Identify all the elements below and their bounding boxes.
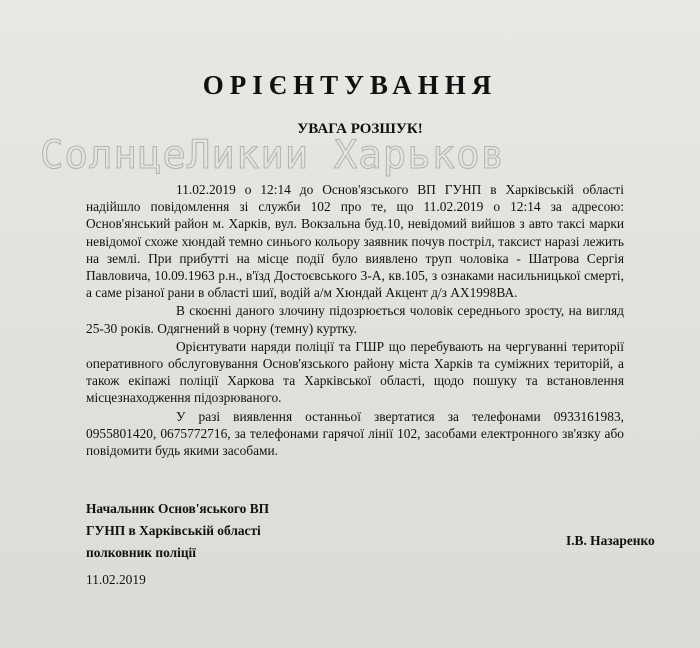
document-body xyxy=(86,181,624,459)
paragraph-contacts: У разі виявлення останньої звертатися за телефонами 0933161983, 0955801420, 0675772716, за телефонами гарячої лінії 102, засобами електронного зв'язку або повідомити будь якими засобами. xyxy=(86,408,624,459)
signer-position: Начальник Основ'яського ВП xyxy=(86,501,270,516)
paragraph-suspect: В скоєнні даного злочину підозрюється чоловік середнього зросту, на вигляд 25-30 років. Одягнений в чорну (темну) куртку. xyxy=(86,303,624,336)
document-date: 11.02.2019 xyxy=(86,572,146,587)
signer-rank: полковник поліції xyxy=(86,545,196,560)
paragraph-orders: Орієнтувати наряди поліції та ГШР що перебувають на чергуванні території оперативного обслуговування Основ'язського району міста Харків та суміжних територій, а також екіпажі поліції Харкова та Харківської області, щодо пошуку та встановлення місцезнаходження підозрюваного. xyxy=(86,338,624,406)
paragraph-incident: 11.02.2019 о 12:14 до Основ'язського ВП ГУНП в Харківській області надійшло повідомлення зі служби 102 про те, що 11.02.2019 о 12:14 за адресою: Основ'янський район м. Харків, вул. Вокзальна буд.10, невідомий вийшов з авто таксі марки невідомої схоже хюндай темно синього кольору заявник почув постріл, таксист наразі лежить на землі. При прибутті на місце події було виявлено труп чоловіка - Шатрова Сергія Павловича, 10.09.1963 р.н., в'їзд Достоєвського 3-А, кв.105, з ознаками насильницької смерті, а саме різаної рани в області шиї, водій а/м Хюндай Акцент д/з АХ1998ВА. xyxy=(86,182,624,301)
watermark-text: СолнцеЛикии Харьков xyxy=(40,133,506,178)
signer-block xyxy=(86,498,269,564)
signer-department: ГУНП в Харківській області xyxy=(86,523,261,538)
signer-name: І.В. Назаренко xyxy=(566,533,655,548)
document-title: ОРІЄНТУВАННЯ xyxy=(202,70,498,100)
document-subtitle: УВАГА РОЗШУК! xyxy=(297,121,423,137)
